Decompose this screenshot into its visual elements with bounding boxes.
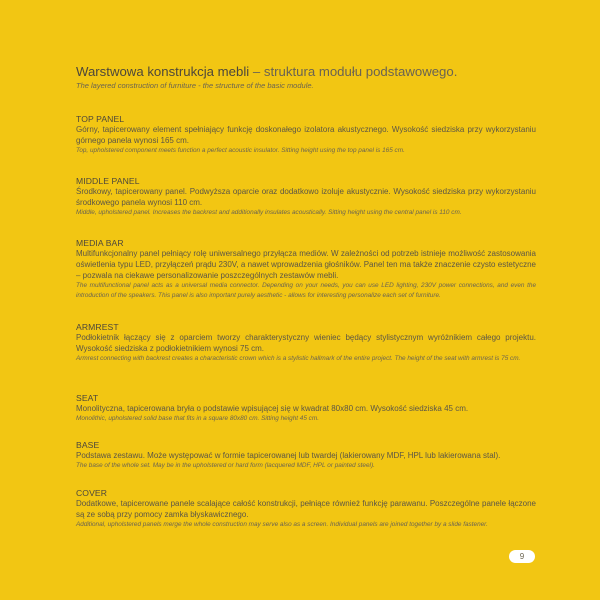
section-top-panel bbox=[76, 114, 536, 156]
section-heading: MEDIA BAR bbox=[76, 238, 124, 248]
section-heading: ARMREST bbox=[76, 322, 119, 332]
title-main: Warstwowa konstrukcja mebli bbox=[76, 64, 250, 79]
title-sub: – struktura modułu podstawowego. bbox=[249, 64, 458, 79]
section-text-english: Armrest connecting with backrest creates a characteristic crown which is a stylistic hallmark of the entire project. The height of the seat with armrest is 75 cm. bbox=[76, 355, 521, 362]
section-heading: TOP PANEL bbox=[76, 114, 125, 124]
section-text-english: Additional, upholstered panels merge the whole construction may serve also as a screen. Individual panels are joined together by a slide fastener. bbox=[76, 521, 488, 528]
section-text-polish: Podłokietnik łączący się z oparciem tworzy charakterystyczny wieniec będący stylistycznym wyróżnikiem całego projektu. Wysokość siedziska z podłokietnikiem wynosi 75 cm. bbox=[76, 333, 536, 353]
page-number-badge: 9 bbox=[509, 550, 535, 563]
section-text-english: Top, upholstered component meets function a perfect acoustic insulator. Sitting height using the top panel is 165 cm. bbox=[76, 147, 405, 154]
section-middle-panel bbox=[76, 176, 536, 218]
section-heading: BASE bbox=[76, 440, 100, 450]
section-armrest bbox=[76, 322, 536, 364]
section-text-english: The multifunctional panel acts as a universal media connector. Depending on your needs, you can use LED lighting, 230V power connections, and even the introduction of the speakers. This panel is also important purely aesthetic - allows for interesting personalize each set of furniture. bbox=[76, 282, 536, 299]
section-text-english: The base of the whole set. May be in the upholstered or hard form (lacquered MDF, HPL or painted steel). bbox=[76, 462, 375, 469]
section-text-polish: Środkowy, tapicerowany panel. Podwyższa oparcie oraz dodatkowo izoluje akustycznie. Wysokość siedziska przy wykorzystaniu środkowego panela wynosi 110 cm. bbox=[76, 187, 536, 207]
title-english: The layered construction of furniture - the structure of the basic module. bbox=[76, 81, 314, 90]
title-block bbox=[76, 64, 536, 90]
section-text-polish: Podstawa zestawu. Może występować w formie tapicerowanej lub twardej (lakierowany MDF, HPL lub lakierowana stal). bbox=[76, 451, 501, 460]
section-text-english: Middle, upholstered panel. Increases the backrest and additionally insulates acoustically. Sitting height using the central panel is 110 cm. bbox=[76, 209, 462, 216]
section-text-polish: Górny, tapicerowany element spełniający funkcję doskonałego izolatora akustycznego. Wysokość siedziska przy wykorzystaniu górnego panela wynosi 165 cm. bbox=[76, 125, 536, 145]
section-base bbox=[76, 440, 536, 471]
section-heading: COVER bbox=[76, 488, 108, 498]
section-heading: MIDDLE PANEL bbox=[76, 176, 140, 186]
section-text-english: Monolithic, upholstered solid base that fits in a square 80x80 cm. Sitting height 45 cm. bbox=[76, 415, 319, 422]
section-seat bbox=[76, 393, 536, 424]
section-text-polish: Dodatkowe, tapicerowane panele scalające całość konstrukcji, pełniące również funkcję parawanu. Poszczególne panele łączone są ze sobą przy pomocy zamka błyskawicznego. bbox=[76, 499, 536, 519]
page-title bbox=[76, 64, 536, 80]
section-media-bar bbox=[76, 238, 536, 301]
section-text-polish: Multifunkcjonalny panel pełniący rolę uniwersalnego przyłącza mediów. W zależności od potrzeb istnieje możliwość zastosowania oświetlenia typu LED, przyłączeń prądu 230V, a nawet wprowadzenia głośników. Panel ten ma także znaczenie czysto estetyczne – pozwala na ciekawe personalizowanie poszczególnych zestawów mebli. bbox=[76, 249, 536, 280]
section-cover bbox=[76, 488, 536, 530]
section-text-polish: Monolityczna, tapicerowana bryła o podstawie wpisującej się w kwadrat 80x80 cm. Wysokość siedziska 45 cm. bbox=[76, 404, 469, 413]
section-heading: SEAT bbox=[76, 393, 99, 403]
